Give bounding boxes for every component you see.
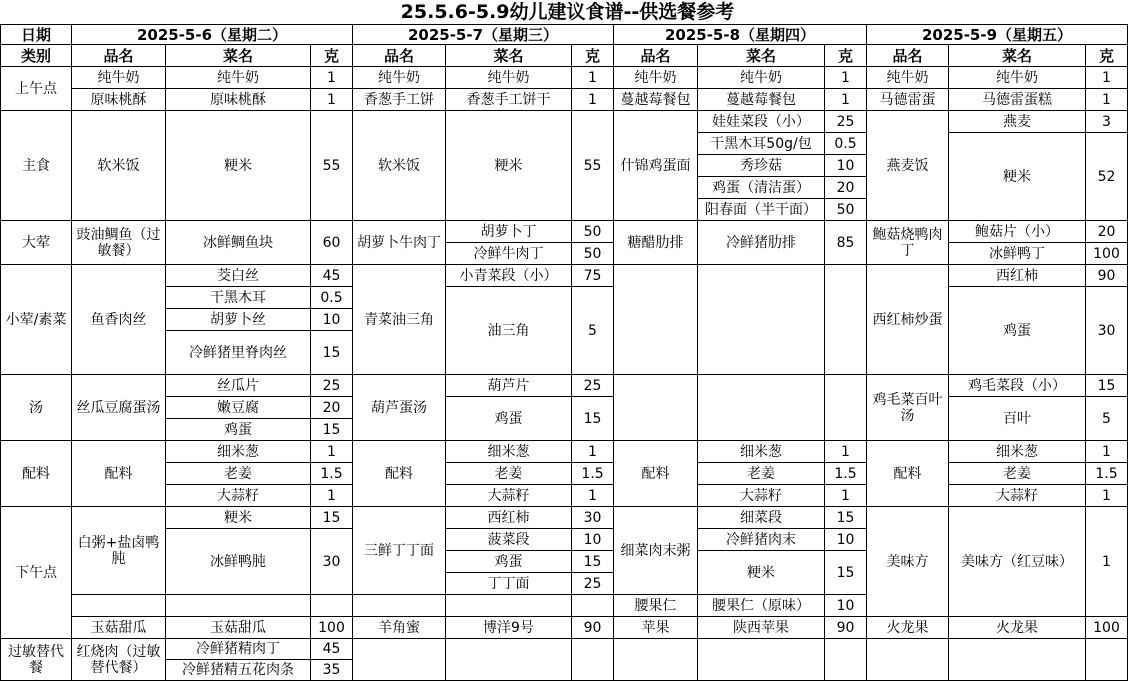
cell-ingredient[interactable]: 冰鲜鸭肫 bbox=[166, 529, 311, 595]
cell-ingredient[interactable]: 冷鲜牛肉丁 bbox=[446, 243, 572, 265]
cell-ingredient[interactable]: 粳米 bbox=[446, 111, 572, 221]
cell-ingredient[interactable]: 细米葱 bbox=[698, 441, 825, 463]
cell-ingredient[interactable]: 丁丁面 bbox=[446, 573, 572, 595]
cell-ingredient[interactable] bbox=[446, 639, 572, 681]
cell-ingredient[interactable]: 大蒜籽 bbox=[446, 485, 572, 507]
cell-ingredient[interactable]: 大蒜籽 bbox=[698, 485, 825, 507]
cell-ingredient[interactable]: 纯牛奶 bbox=[949, 67, 1086, 89]
cell-grams[interactable]: 1 bbox=[825, 441, 867, 463]
cell-dish[interactable]: 火龙果 bbox=[867, 617, 949, 639]
cell-ingredient[interactable]: 阳春面（半干面） bbox=[698, 199, 825, 221]
cell-grams[interactable]: 1 bbox=[311, 441, 353, 463]
cell-dish[interactable]: 三鲜丁丁面 bbox=[353, 507, 446, 595]
cell-dish[interactable]: 纯牛奶 bbox=[867, 67, 949, 89]
cell-grams[interactable]: 45 bbox=[311, 265, 353, 287]
cell-grams[interactable]: 1 bbox=[572, 485, 614, 507]
cell-grams[interactable]: 100 bbox=[1086, 243, 1128, 265]
cell-dish[interactable] bbox=[614, 375, 698, 441]
cell-dish[interactable]: 软米饭 bbox=[72, 111, 166, 221]
cell-grams[interactable]: 3 bbox=[1086, 111, 1128, 133]
cell-grams[interactable]: 55 bbox=[311, 111, 353, 221]
cell-ingredient[interactable]: 鲍菇片（小） bbox=[949, 221, 1086, 243]
date-day2[interactable]: 2025-5-7（星期三） bbox=[353, 25, 614, 45]
cell-grams[interactable]: 5 bbox=[572, 287, 614, 375]
cell-ingredient[interactable]: 粳米 bbox=[166, 111, 311, 221]
cell-grams[interactable]: 30 bbox=[572, 507, 614, 529]
cell-grams[interactable]: 25 bbox=[572, 375, 614, 397]
cell-grams[interactable]: 35 bbox=[311, 660, 353, 681]
cell-dish[interactable]: 丝瓜豆腐蛋汤 bbox=[72, 375, 166, 441]
cell-dish[interactable]: 马德雷蛋 bbox=[867, 89, 949, 111]
cell-grams[interactable]: 20 bbox=[311, 397, 353, 419]
cell-ingredient[interactable]: 鸡蛋（清洁蛋） bbox=[698, 177, 825, 199]
col-ingredient-header[interactable]: 菜名 bbox=[166, 45, 311, 67]
cell-grams[interactable]: 0.5 bbox=[825, 133, 867, 155]
cell-ingredient[interactable]: 纯牛奶 bbox=[446, 67, 572, 89]
cell-grams[interactable]: 1 bbox=[825, 89, 867, 111]
cell-grams[interactable]: 15 bbox=[311, 419, 353, 441]
cell-dish[interactable]: 糖醋肋排 bbox=[614, 221, 698, 265]
cell-ingredient[interactable]: 粳米 bbox=[698, 551, 825, 595]
cell-ingredient[interactable]: 小青菜段（小） bbox=[446, 265, 572, 287]
cell-dish[interactable]: 配料 bbox=[353, 441, 446, 507]
cell-grams[interactable]: 1 bbox=[1086, 507, 1128, 617]
cell-grams[interactable]: 60 bbox=[311, 221, 353, 265]
cell-ingredient[interactable] bbox=[949, 639, 1086, 681]
cell-grams[interactable]: 50 bbox=[825, 199, 867, 221]
category-main-meat[interactable]: 大荤 bbox=[1, 221, 72, 265]
cell-dish[interactable]: 西红柿炒蛋 bbox=[867, 265, 949, 375]
cell-ingredient[interactable] bbox=[698, 265, 825, 375]
cell-grams[interactable]: 85 bbox=[825, 221, 867, 265]
cell-dish[interactable]: 羊角蜜 bbox=[353, 617, 446, 639]
cell-ingredient[interactable]: 大蒜籽 bbox=[166, 485, 311, 507]
cell-ingredient[interactable]: 油三角 bbox=[446, 287, 572, 375]
cell-ingredient[interactable]: 干黑木耳 bbox=[166, 287, 311, 309]
cell-grams[interactable]: 1 bbox=[572, 89, 614, 111]
cell-ingredient[interactable]: 蔓越莓餐包 bbox=[698, 89, 825, 111]
cell-ingredient[interactable]: 西红柿 bbox=[949, 265, 1086, 287]
cell-grams[interactable]: 75 bbox=[572, 265, 614, 287]
category-morning-snack[interactable]: 上午点 bbox=[1, 67, 72, 111]
cell-grams[interactable]: 15 bbox=[572, 551, 614, 573]
cell-ingredient[interactable]: 玉菇甜瓜 bbox=[166, 617, 311, 639]
cell-grams[interactable]: 30 bbox=[1086, 287, 1128, 375]
cell-dish[interactable]: 苹果 bbox=[614, 617, 698, 639]
cell-ingredient[interactable]: 陕西苹果 bbox=[698, 617, 825, 639]
cell-ingredient[interactable]: 嫩豆腐 bbox=[166, 397, 311, 419]
cell-ingredient[interactable]: 冰鲜鲷鱼块 bbox=[166, 221, 311, 265]
cell-dish[interactable]: 配料 bbox=[867, 441, 949, 507]
cell-dish[interactable] bbox=[353, 595, 446, 617]
menu-title: 25.5.6-5.9幼儿建议食谱--供选餐参考 bbox=[400, 1, 735, 23]
date-day1[interactable]: 2025-5-6（星期二） bbox=[72, 25, 353, 45]
cell-grams[interactable]: 1.5 bbox=[1086, 463, 1128, 485]
category-allergy-substitute[interactable]: 过敏替代餐 bbox=[1, 639, 72, 681]
category-staple[interactable]: 主食 bbox=[1, 111, 72, 221]
category-label[interactable]: 类别 bbox=[1, 45, 72, 67]
cell-ingredient[interactable]: 菠菜段 bbox=[446, 529, 572, 551]
cell-grams[interactable]: 25 bbox=[572, 573, 614, 595]
cell-grams[interactable]: 15 bbox=[311, 507, 353, 529]
cell-grams[interactable]: 50 bbox=[572, 243, 614, 265]
cell-grams[interactable]: 1 bbox=[825, 67, 867, 89]
col-grams-header[interactable]: 克 bbox=[1086, 45, 1128, 67]
cell-grams[interactable]: 15 bbox=[1086, 375, 1128, 397]
cell-dish[interactable]: 鸡毛菜百叶汤 bbox=[867, 375, 949, 441]
cell-ingredient[interactable]: 丝瓜片 bbox=[166, 375, 311, 397]
col-grams-header[interactable]: 克 bbox=[311, 45, 353, 67]
cell-dish[interactable]: 蔓越莓餐包 bbox=[614, 89, 698, 111]
cell-grams[interactable]: 50 bbox=[572, 221, 614, 243]
cell-ingredient[interactable]: 粳米 bbox=[949, 133, 1086, 221]
cell-dish[interactable]: 玉菇甜瓜 bbox=[72, 617, 166, 639]
cell-ingredient[interactable]: 美味方（红豆味） bbox=[949, 507, 1086, 617]
cell-ingredient[interactable]: 老姜 bbox=[166, 463, 311, 485]
cell-ingredient[interactable]: 西红柿 bbox=[446, 507, 572, 529]
cell-ingredient[interactable]: 细米葱 bbox=[446, 441, 572, 463]
cell-ingredient[interactable]: 香葱手工饼干 bbox=[446, 89, 572, 111]
cell-ingredient[interactable]: 腰果仁（原味） bbox=[698, 595, 825, 617]
cell-grams[interactable]: 100 bbox=[311, 617, 353, 639]
cell-dish[interactable]: 红烧肉（过敏替代餐） bbox=[72, 639, 166, 681]
cell-ingredient[interactable]: 大蒜籽 bbox=[949, 485, 1086, 507]
cell-dish[interactable]: 葫芦蛋汤 bbox=[353, 375, 446, 441]
date-day4[interactable]: 2025-5-9（星期五） bbox=[867, 25, 1128, 45]
cell-grams[interactable]: 1 bbox=[572, 441, 614, 463]
cell-grams[interactable]: 10 bbox=[825, 155, 867, 177]
cell-ingredient[interactable]: 百叶 bbox=[949, 397, 1086, 441]
cell-ingredient[interactable]: 纯牛奶 bbox=[698, 67, 825, 89]
cell-grams[interactable]: 52 bbox=[1086, 133, 1128, 221]
menu-table bbox=[0, 24, 1128, 681]
cell-ingredient[interactable]: 燕麦 bbox=[949, 111, 1086, 133]
cell-ingredient[interactable]: 博洋9号 bbox=[446, 617, 572, 639]
cell-dish[interactable]: 胡萝卜牛肉丁 bbox=[353, 221, 446, 265]
cell-ingredient[interactable]: 胡萝卜丝 bbox=[166, 309, 311, 331]
cell-grams[interactable]: 10 bbox=[825, 595, 867, 617]
col-grams-header[interactable]: 克 bbox=[572, 45, 614, 67]
cell-dish[interactable]: 香葱手工饼 bbox=[353, 89, 446, 111]
cell-dish[interactable]: 原味桃酥 bbox=[72, 89, 166, 111]
cell-ingredient[interactable]: 火龙果 bbox=[949, 617, 1086, 639]
category-soup[interactable]: 汤 bbox=[1, 375, 72, 441]
cell-grams[interactable]: 1 bbox=[311, 485, 353, 507]
cell-dish[interactable]: 鲍菇烧鸭肉丁 bbox=[867, 221, 949, 265]
cell-ingredient[interactable]: 冷鲜猪精肉丁 bbox=[166, 639, 311, 660]
cell-ingredient[interactable]: 冷鲜猪肋排 bbox=[698, 221, 825, 265]
cell-ingredient[interactable]: 冷鲜猪里脊肉丝 bbox=[166, 331, 311, 375]
cell-grams[interactable]: 0.5 bbox=[311, 287, 353, 309]
cell-grams[interactable]: 5 bbox=[1086, 397, 1128, 441]
cell-grams[interactable]: 1 bbox=[311, 89, 353, 111]
cell-dish[interactable]: 什锦鸡蛋面 bbox=[614, 111, 698, 221]
date-label[interactable]: 日期 bbox=[1, 25, 72, 45]
category-afternoon-snack[interactable]: 下午点 bbox=[1, 507, 72, 639]
col-dish-header[interactable]: 品名 bbox=[353, 45, 446, 67]
cell-grams[interactable]: 10 bbox=[572, 529, 614, 551]
cell-ingredient[interactable]: 葫芦片 bbox=[446, 375, 572, 397]
cell-dish[interactable] bbox=[353, 639, 446, 681]
cell-dish[interactable] bbox=[614, 265, 698, 375]
cell-grams[interactable]: 1 bbox=[1086, 67, 1128, 89]
cell-grams[interactable]: 1 bbox=[825, 485, 867, 507]
cell-grams[interactable]: 1 bbox=[572, 67, 614, 89]
cell-ingredient[interactable]: 老姜 bbox=[949, 463, 1086, 485]
cell-grams[interactable]: 90 bbox=[1086, 265, 1128, 287]
cell-ingredient[interactable] bbox=[446, 595, 572, 617]
cell-ingredient[interactable]: 娃娃菜段（小） bbox=[698, 111, 825, 133]
cell-ingredient[interactable]: 鸡蛋 bbox=[446, 397, 572, 441]
cell-ingredient[interactable]: 粳米 bbox=[166, 507, 311, 529]
cell-grams[interactable] bbox=[825, 639, 867, 681]
cell-dish[interactable] bbox=[614, 639, 698, 681]
cell-ingredient[interactable] bbox=[166, 595, 311, 617]
cell-grams[interactable]: 15 bbox=[311, 331, 353, 375]
col-ingredient-header[interactable]: 菜名 bbox=[446, 45, 572, 67]
cell-dish[interactable]: 细菜肉末粥 bbox=[614, 507, 698, 595]
cell-grams[interactable]: 1.5 bbox=[311, 463, 353, 485]
cell-ingredient[interactable]: 冷鲜猪肉末 bbox=[698, 529, 825, 551]
cell-dish[interactable]: 配料 bbox=[614, 441, 698, 507]
cell-grams[interactable] bbox=[825, 265, 867, 375]
category-side-dish[interactable]: 小荤/素菜 bbox=[1, 265, 72, 375]
cell-ingredient[interactable]: 鸡蛋 bbox=[446, 551, 572, 573]
col-dish-header[interactable]: 品名 bbox=[72, 45, 166, 67]
cell-grams[interactable]: 90 bbox=[572, 617, 614, 639]
cell-ingredient[interactable]: 老姜 bbox=[698, 463, 825, 485]
cell-grams[interactable]: 1.5 bbox=[572, 463, 614, 485]
cell-grams[interactable]: 25 bbox=[311, 375, 353, 397]
cell-grams[interactable] bbox=[572, 595, 614, 617]
cell-ingredient[interactable]: 胡萝卜丁 bbox=[446, 221, 572, 243]
cell-dish[interactable]: 白粥+盐卤鸭肫 bbox=[72, 507, 166, 595]
cell-ingredient[interactable] bbox=[698, 375, 825, 441]
cell-grams[interactable]: 1 bbox=[1086, 89, 1128, 111]
cell-grams[interactable]: 1 bbox=[1086, 485, 1128, 507]
cell-dish[interactable]: 软米饭 bbox=[353, 111, 446, 221]
cell-grams[interactable]: 1.5 bbox=[825, 463, 867, 485]
cell-dish[interactable]: 燕麦饭 bbox=[867, 111, 949, 221]
cell-dish[interactable]: 鱼香肉丝 bbox=[72, 265, 166, 375]
cell-ingredient[interactable]: 细菜段 bbox=[698, 507, 825, 529]
cell-ingredient[interactable]: 鸡蛋 bbox=[949, 287, 1086, 375]
cell-grams[interactable]: 25 bbox=[825, 111, 867, 133]
cell-dish[interactable]: 配料 bbox=[72, 441, 166, 507]
cell-dish[interactable] bbox=[72, 595, 166, 617]
cell-ingredient[interactable]: 细米葱 bbox=[949, 441, 1086, 463]
cell-dish[interactable]: 纯牛奶 bbox=[72, 67, 166, 89]
col-dish-header[interactable]: 品名 bbox=[867, 45, 949, 67]
cell-dish[interactable]: 豉油鲷鱼（过敏餐） bbox=[72, 221, 166, 265]
cell-ingredient[interactable] bbox=[698, 639, 825, 681]
cell-dish[interactable]: 青菜油三角 bbox=[353, 265, 446, 375]
cell-grams[interactable]: 30 bbox=[311, 529, 353, 595]
cell-ingredient[interactable]: 秀珍菇 bbox=[698, 155, 825, 177]
cell-dish[interactable] bbox=[867, 639, 949, 681]
category-seasoning[interactable]: 配料 bbox=[1, 441, 72, 507]
cell-ingredient[interactable]: 原味桃酥 bbox=[166, 89, 311, 111]
cell-grams[interactable]: 20 bbox=[825, 177, 867, 199]
cell-grams[interactable]: 1 bbox=[1086, 441, 1128, 463]
cell-ingredient[interactable]: 细米葱 bbox=[166, 441, 311, 463]
cell-grams[interactable] bbox=[572, 639, 614, 681]
cell-ingredient[interactable]: 冰鲜鸭丁 bbox=[949, 243, 1086, 265]
cell-grams[interactable]: 15 bbox=[825, 551, 867, 595]
col-grams-header[interactable]: 克 bbox=[825, 45, 867, 67]
cell-ingredient[interactable]: 老姜 bbox=[446, 463, 572, 485]
cell-ingredient[interactable]: 纯牛奶 bbox=[166, 67, 311, 89]
cell-ingredient[interactable]: 马德雷蛋糕 bbox=[949, 89, 1086, 111]
cell-dish[interactable]: 纯牛奶 bbox=[353, 67, 446, 89]
cell-grams[interactable] bbox=[311, 595, 353, 617]
cell-grams[interactable]: 10 bbox=[825, 529, 867, 551]
cell-grams[interactable]: 55 bbox=[572, 111, 614, 221]
cell-dish[interactable]: 纯牛奶 bbox=[614, 67, 698, 89]
cell-dish[interactable]: 腰果仁 bbox=[614, 595, 698, 617]
cell-ingredient[interactable]: 茭白丝 bbox=[166, 265, 311, 287]
cell-grams[interactable]: 20 bbox=[1086, 221, 1128, 243]
cell-ingredient[interactable]: 鸡毛菜段（小） bbox=[949, 375, 1086, 397]
col-ingredient-header[interactable]: 菜名 bbox=[698, 45, 825, 67]
cell-grams[interactable]: 45 bbox=[311, 639, 353, 660]
cell-dish[interactable]: 美味方 bbox=[867, 507, 949, 617]
cell-ingredient[interactable]: 干黑木耳50g/包 bbox=[698, 133, 825, 155]
date-day3[interactable]: 2025-5-8（星期四） bbox=[614, 25, 867, 45]
cell-grams[interactable]: 1 bbox=[311, 67, 353, 89]
cell-grams[interactable]: 90 bbox=[825, 617, 867, 639]
cell-grams[interactable]: 15 bbox=[825, 507, 867, 529]
col-ingredient-header[interactable]: 菜名 bbox=[949, 45, 1086, 67]
cell-grams[interactable] bbox=[1086, 639, 1128, 681]
cell-ingredient[interactable]: 冷鲜猪精五花肉条 bbox=[166, 660, 311, 681]
col-dish-header[interactable]: 品名 bbox=[614, 45, 698, 67]
cell-grams[interactable] bbox=[825, 375, 867, 441]
cell-grams[interactable]: 100 bbox=[1086, 617, 1128, 639]
cell-ingredient[interactable]: 鸡蛋 bbox=[166, 419, 311, 441]
cell-grams[interactable]: 10 bbox=[311, 309, 353, 331]
cell-grams[interactable]: 15 bbox=[572, 397, 614, 441]
